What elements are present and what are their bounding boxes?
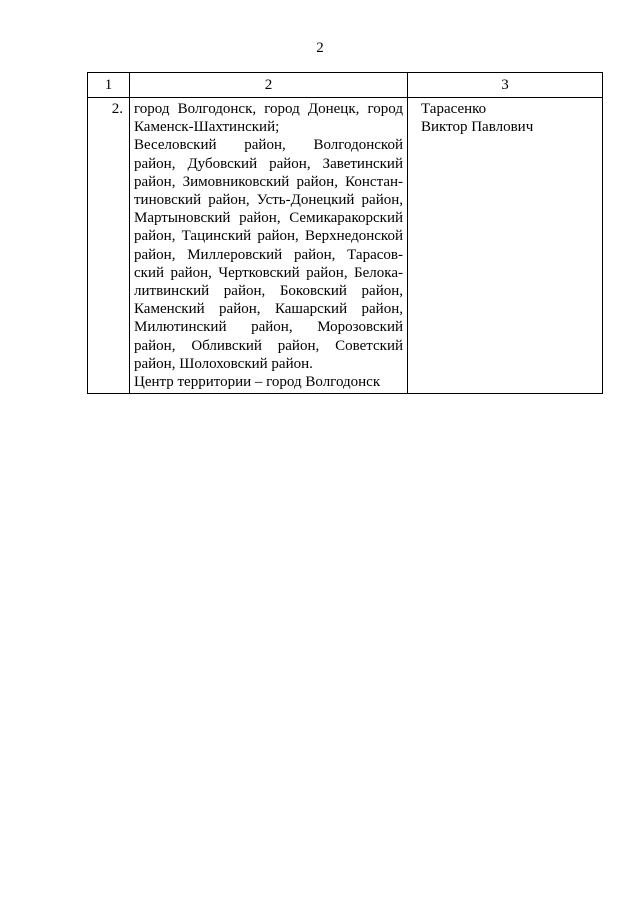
territory-line: литвинский район, Боковский район, xyxy=(134,283,403,300)
territory-line: Мартыновский район, Семикаракорский xyxy=(134,210,403,227)
row-number: 2. xyxy=(88,98,130,394)
territory-line: район, Шолоховский район. xyxy=(134,355,313,372)
territory-line: район, Обливский район, Советский xyxy=(134,337,403,354)
territory-table xyxy=(87,72,603,394)
territory-line: Веселовский район, Волгодонской xyxy=(134,137,403,154)
person-surname: Тарасенко xyxy=(421,101,487,117)
territory-description xyxy=(130,98,408,394)
territory-line: район, Зимовниковский район, Констан- xyxy=(134,173,403,190)
territory-line: тиновский район, Усть-Донецкий район, xyxy=(134,192,403,209)
territory-line: район, Дубовский район, Заветинский xyxy=(134,155,403,172)
territory-line: Каменский район, Кашарский район, xyxy=(134,301,403,318)
territory-line: Центр территории – город Волгодонск xyxy=(134,374,381,391)
territory-line: район, Миллеровский район, Тарасов- xyxy=(134,246,403,263)
header-col-2: 2 xyxy=(130,73,408,98)
territory-line: Милютинский район, Морозовский xyxy=(134,319,403,336)
responsible-person xyxy=(408,98,603,394)
territory-line: район, Тацинский район, Верхнедонской xyxy=(134,228,403,245)
page-number: 2 xyxy=(316,40,324,56)
territory-line: город Волгодонск, город Донецк, город xyxy=(134,101,403,117)
territory-line: ский район, Чертковский район, Белока- xyxy=(134,264,403,281)
table-header-row xyxy=(88,73,603,98)
header-col-3: 3 xyxy=(408,73,603,98)
header-col-1: 1 xyxy=(88,73,130,98)
table-row xyxy=(88,98,603,394)
territory-line: Каменск-Шахтинский; xyxy=(134,119,280,136)
person-name: Виктор Павлович xyxy=(421,119,534,136)
